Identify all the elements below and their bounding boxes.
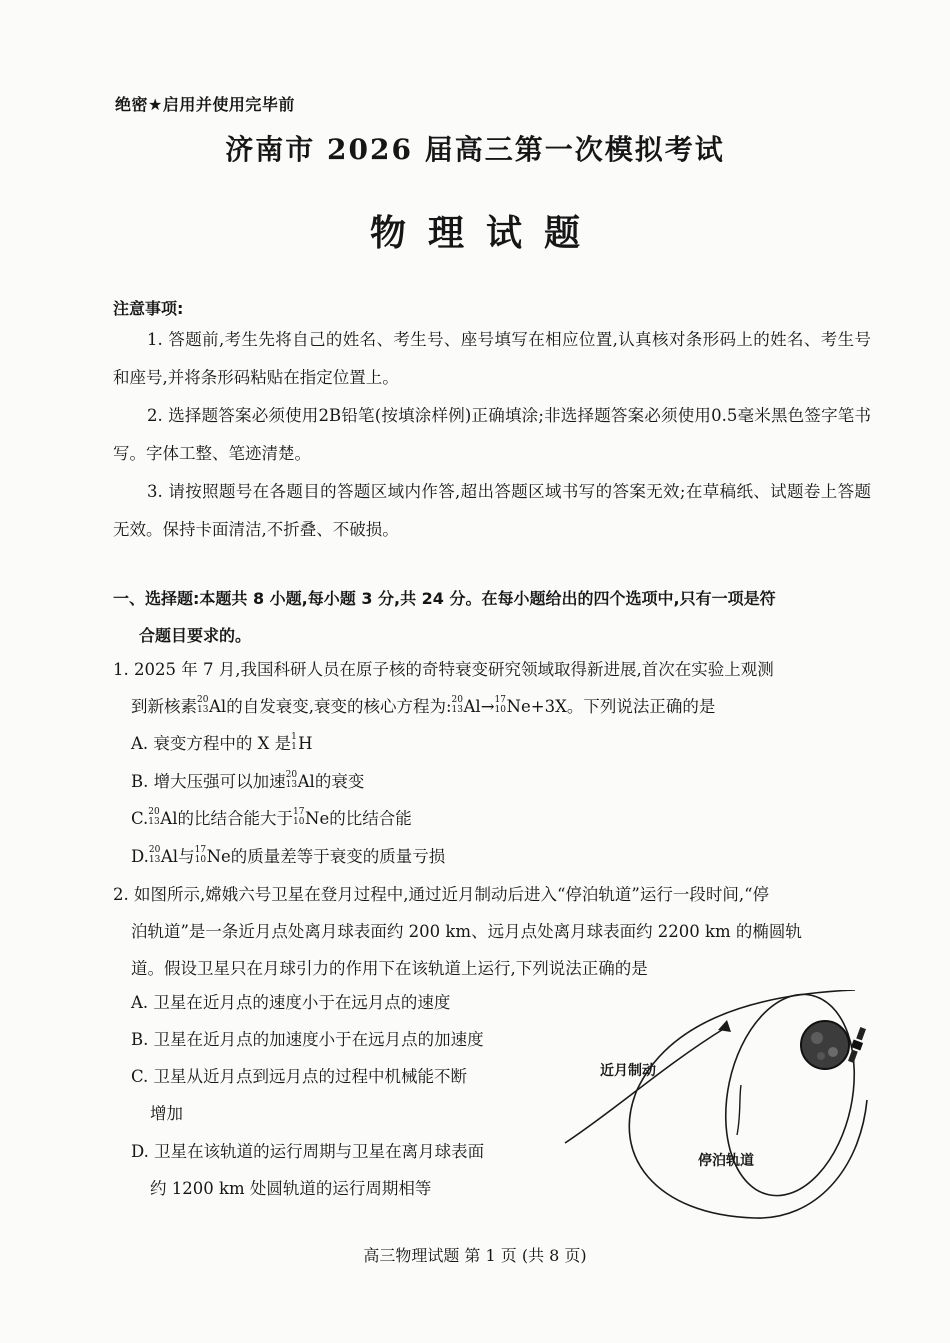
- section-heading: [113, 580, 873, 654]
- nuclide-h: [291, 725, 312, 762]
- option-text: A. 卫星在近月点的速度小于在远月点的速度: [131, 993, 451, 1012]
- nuclide-symbol: Al: [209, 697, 227, 716]
- nuclide-mass: 20: [148, 845, 161, 855]
- nuclide-symbol: H: [298, 734, 313, 753]
- nuclide-mass: 17: [194, 845, 207, 855]
- nuclide-mass: 20: [451, 695, 463, 705]
- page-footer: 高三物理试题 第 1 页 (共 8 页): [363, 1246, 587, 1265]
- q2-option-c[interactable]: [131, 1058, 467, 1132]
- nuclide-charge: 1: [291, 742, 297, 752]
- question-1: [113, 651, 873, 725]
- nuclide-ne: [293, 800, 329, 837]
- nuclide-ne: [495, 688, 531, 725]
- option-text: B. 增大压强可以加速: [131, 772, 286, 791]
- reaction-product: +3X: [530, 697, 567, 716]
- q1-option-b[interactable]: [131, 763, 364, 800]
- orbit-diagram: [555, 990, 875, 1230]
- q1-text: 到新核素: [131, 697, 197, 716]
- nuclide-symbol: Al: [463, 697, 481, 716]
- moon-crater: [828, 1047, 838, 1057]
- nuclide-charge: 13: [285, 780, 298, 790]
- notice-item-3: 3. 请按照题号在各题目的答题区域内作答,超出答题区域书写的答案无效;在草稿纸、试题卷上答题无效。保持卡面清洁,不折叠、不破损。: [113, 482, 871, 539]
- nuclide-mass: 20: [197, 695, 209, 705]
- option-text: C.: [131, 809, 149, 828]
- q2-line3: 道。假设卫星只在月球引力的作用下在该轨道上运行,下列说法正确的是: [131, 959, 648, 978]
- nuclide-charge: 13: [148, 855, 161, 865]
- parking-orbit: [708, 990, 872, 1208]
- moon-crater: [817, 1052, 825, 1060]
- orbit-figure: [555, 990, 875, 1230]
- moon: [801, 1021, 849, 1069]
- q1-option-d[interactable]: [131, 838, 445, 875]
- exam-title: 济南市 2026 届高三第一次模拟考试: [225, 133, 725, 166]
- nuclide-al: [452, 688, 481, 725]
- brake-arrow-line: [565, 1028, 725, 1143]
- nuclide-symbol: Ne: [305, 809, 330, 828]
- option-text: D.: [131, 847, 149, 866]
- option-text: 的衰变: [314, 772, 365, 791]
- q1-line2: [113, 688, 873, 725]
- section-heading-line2: 合题目要求的。: [139, 626, 252, 645]
- q2-line1: 2. 如图所示,嫦娥六号卫星在登月过程中,通过近月制动后进入“停泊轨道”运行一段时间,“停: [113, 885, 770, 904]
- nuclide-symbol: Al: [297, 772, 315, 791]
- nuclide-symbol: Al: [160, 809, 178, 828]
- notice-item-2: 2. 选择题答案必须使用2B铅笔(按填涂样例)正确填涂;非选择题答案必须使用0.5毫米黑色签字笔书写。字体工整、笔迹清楚。: [113, 406, 871, 463]
- q2-option-d[interactable]: [131, 1133, 484, 1207]
- nuclide-charge: 13: [451, 705, 463, 715]
- option-text: A. 衰变方程中的 X 是: [131, 734, 292, 753]
- q2-option-a[interactable]: [131, 984, 450, 1021]
- option-text: D. 卫星在该轨道的运行周期与卫星在离月球表面: [131, 1142, 485, 1161]
- section-heading-line1: 一、选择题:本题共 8 小题,每小题 3 分,共 24 分。在每小题给出的四个选项中,只有一项是符: [113, 589, 776, 608]
- q1-option-a[interactable]: [131, 725, 313, 762]
- nuclide-ne: [195, 838, 231, 875]
- nuclide-symbol: Al: [160, 847, 179, 866]
- nuclide-al: [149, 838, 178, 875]
- option-text: 的比结合能大于: [177, 809, 293, 828]
- nuclide-charge: 13: [197, 705, 209, 715]
- option-text: 的质量差等于衰变的质量亏损: [230, 847, 446, 866]
- option-text: 与: [178, 847, 195, 866]
- nuclide-al: [197, 688, 226, 725]
- moon-crater: [811, 1032, 823, 1044]
- nuclide-mass: 20: [148, 807, 160, 817]
- option-text: 增加: [150, 1104, 183, 1123]
- option-text: B. 卫星在近月点的加速度小于在远月点的加速度: [131, 1030, 484, 1049]
- q1-text: 的自发衰变,衰变的核心方程为:: [226, 697, 452, 716]
- option-text: 约 1200 km 处圆轨道的运行周期相等: [150, 1179, 432, 1198]
- q2-option-b[interactable]: [131, 1021, 484, 1058]
- label-parking-orbit: 停泊轨道: [698, 1153, 754, 1169]
- nuclide-al: [286, 763, 315, 800]
- reaction-arrow: →: [480, 697, 495, 716]
- nuclide-symbol: Ne: [206, 847, 231, 866]
- nuclide-charge: 10: [494, 705, 506, 715]
- nuclide-charge: 10: [194, 855, 207, 865]
- option-text: C. 卫星从近月点到远月点的过程中机械能不断: [131, 1067, 468, 1086]
- nuclide-charge: 13: [148, 817, 160, 827]
- nuclide-symbol: Ne: [506, 697, 531, 716]
- nuclide-mass: 1: [291, 732, 297, 742]
- q1-option-c[interactable]: [131, 800, 412, 837]
- q1-text: 。下列说法正确的是: [566, 697, 716, 716]
- option-text: 的比结合能: [329, 809, 412, 828]
- label-lunar-brake: 近月制动: [600, 1063, 656, 1079]
- q1-line1: 1. 2025 年 7 月,我国科研人员在原子核的奇特衰变研究领域取得新进展,首次在实验上观测: [113, 660, 774, 679]
- nuclide-mass: 17: [293, 807, 305, 817]
- notice-item-1: 1. 答题前,考生先将自己的姓名、考生号、座号填写在相应位置,认真核对条形码上的姓名、考生号和座号,并将条形码粘贴在指定位置上。: [113, 330, 871, 387]
- question-2: [113, 876, 873, 987]
- secret-label: 绝密★启用并使用完毕前: [115, 95, 295, 114]
- nuclide-mass: 20: [285, 770, 298, 780]
- brake-arrow-head: [718, 1020, 731, 1032]
- nuclide-mass: 17: [494, 695, 506, 705]
- orbit-label-pointer: [737, 1085, 741, 1135]
- nuclide-charge: 10: [293, 817, 305, 827]
- notice-heading: 注意事项:: [113, 299, 184, 318]
- nuclide-al: [148, 800, 177, 837]
- q2-line2: 泊轨道”是一条近月点处离月球表面约 200 km、远月点处离月球表面约 2200 km 的椭圆轨: [131, 922, 802, 941]
- subject-title: 物理试题: [369, 212, 602, 254]
